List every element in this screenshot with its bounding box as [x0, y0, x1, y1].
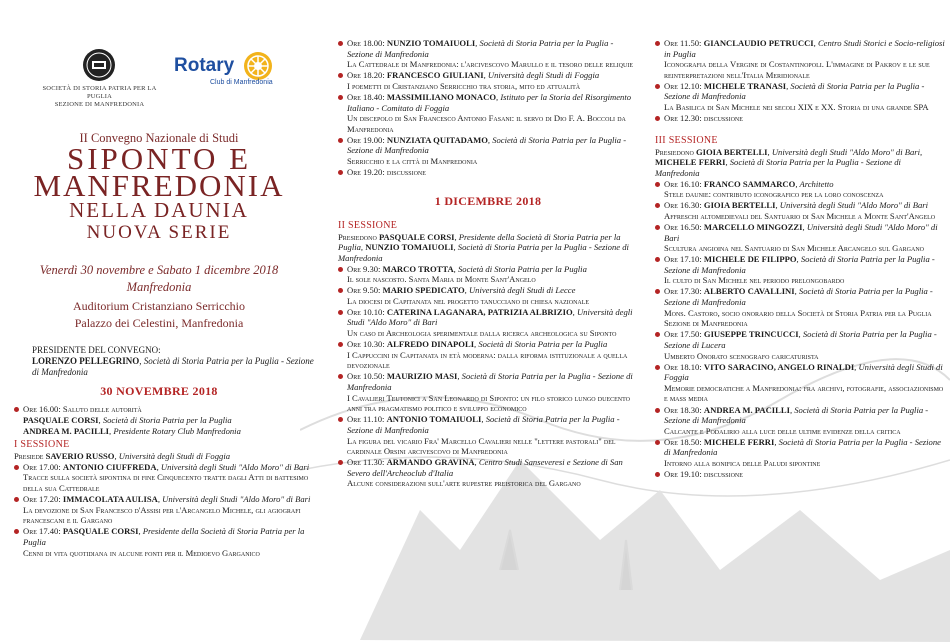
program-entry: Ore 17.40: PASQUALE CORSI, Presidente della Società di Storia Patria per la Puglia Cenni di vita quotidiana in alcune fonti per il Medioevo Garganico [14, 526, 312, 558]
venue: Auditorium Cristanziano Serricchio Palazzo dei Celestini, Manfredonia [73, 299, 245, 330]
program-entry: Ore 18.30: ANDREA M. PACILLI, Società di Storia Patria per la Puglia - Sezione di Manfredonia Calcante e Podalirio alla luce delle ultime evidenze della critica [655, 405, 945, 437]
program-entry: Ore 10.10: CATERINA LAGANARA, PATRIZIA ALBRIZIO, Università degli Studi "Aldo Moro" di Bari Un caso di Archeologia sperimentale dalla ricerca archeologica su Siponto [338, 307, 638, 339]
program-entry: Ore 16.10: FRANCO SAMMARCO, Architetto Stele daunie: contributo iconografico per la loro conoscenza [655, 179, 945, 200]
logos [32, 48, 282, 108]
bullet-icon [338, 41, 343, 46]
bullet-icon [655, 116, 660, 121]
program-entry: Ore 17.10: MICHELE DE FILIPPO, Società di Storia Patria per la Puglia - Sezione di Manfredonia Il culto di San Michele nel periodo prelongobardo [655, 254, 945, 286]
convegno-label: II Convegno Nazionale di Studi [79, 131, 239, 145]
bullet-icon [14, 497, 19, 502]
title-line-3: NELLA DAUNIA [69, 198, 249, 222]
program-entry: Ore 9.50: MARIO SPEDICATO, Università degli Studi di Lecce La diocesi di Capitanata nel progetto tanucciano di chiesa nazionale [338, 285, 638, 306]
program-entry: Ore 16.00: Saluto delle autorità [14, 404, 312, 415]
program-entry: Ore 18.20: FRANCESCO GIULIANI, Università degli Studi di Foggia I poemetti di Cristanziano Serricchio tra storia, mito ed attualità [338, 70, 638, 91]
program-entry: Ore 17.00: ANTONIO CIUFFREDA, Università degli Studi "Aldo Moro" di Bari Tracce sulla società sipontina di fine Cinquecento tratte dagli Atti di battesimo della sua Cattedrale [14, 462, 312, 494]
program-entry: Ore 19.20: discussione [338, 167, 638, 178]
bullet-icon [14, 465, 19, 470]
bullet-icon [338, 417, 343, 422]
bullet-icon [655, 41, 660, 46]
bullet-icon [655, 472, 660, 477]
opening-line: PASQUALE CORSI, Società di Storia Patria per la Puglia [23, 415, 232, 426]
bullet-icon [655, 332, 660, 337]
rotary-wheel-icon [242, 50, 274, 82]
bullet-icon [655, 225, 660, 230]
program-entry: Ore 17.50: GIUSEPPE TRINCUCCI, Società di Storia Patria per la Puglia - Sezione di Lucera Umberto Onorato scenografo caricaturista [655, 329, 945, 361]
program-entry: Ore 11.30: ARMANDO GRAVINA, Centro Studi Sanseveresi e Sezione di San Severo dell'Archeoclub d'Italia Alcune considerazioni sull'arte rupestre preistorica del Gargano [338, 457, 638, 489]
event-dates: Venerdì 30 novembre e Sabato 1 dicembre 2018 Manfredonia [39, 263, 279, 294]
bullet-icon [655, 408, 660, 413]
program-entry: Ore 11.50: GIANCLAUDIO PETRUCCI, Centro Studi Storici e Socio-religiosi in Puglia Iconografia della Vergine di Costantinopoli. L'immagine di Pakrov e le sue reinterpretazioni nell'Italia Meridionale [655, 38, 945, 80]
program-entry: Ore 19.10: discussione [655, 469, 945, 480]
bullet-icon [338, 267, 343, 272]
day1-title: 30 NOVEMBRE 2018 [100, 384, 218, 398]
bullet-icon [338, 288, 343, 293]
title-line-1: SIPONTO E [66, 141, 252, 176]
opening-line: ANDREA M. PACILLI, Presidente Rotary Club Manfredonia [23, 425, 241, 436]
title-line-4: NUOVA SERIE [86, 222, 232, 243]
title-line-2: MANFREDONIA [33, 168, 285, 203]
rotary-logo-text: Rotary [174, 55, 235, 76]
session-title: III SESSIONE [655, 134, 718, 146]
bullet-icon [655, 289, 660, 294]
program-entry: Ore 18.00: NUNZIO TOMAIUOLI, Società di Storia Patria per la Puglia - Sezione di Manfredonia La Cattedrale di Manfredonia: l'arcivescovo Marullo e il tesoro delle reliquie [338, 38, 638, 70]
bullet-icon [14, 529, 19, 534]
program-entry: Ore 16.30: GIOIA BERTELLI, Università degli Studi "Aldo Moro" di Bari Affreschi altomedievali del Santuario di San Michele a Monte Sant'Angelo [655, 200, 945, 221]
bullet-icon [655, 84, 660, 89]
program-entry: Ore 19.00: NUNZIATA QUITADAMO, Società di Storia Patria per la Puglia - Sezione di Manfredonia Serricchio e la città di Manfredonia [338, 135, 638, 167]
program-entry: Ore 16.50: MARCELLO MINGOZZI, Università degli Studi "Aldo Moro" di Bari Scultura angioina nel Santuario di San Michele Arcangelo sul Gargano [655, 222, 945, 254]
session-title: I SESSIONE [14, 439, 70, 451]
program-entry: Ore 10.50: MAURIZIO MASI, Società di Storia Patria per la Puglia - Sezione di Manfredonia I Cavalieri Teutonici a San Leonardo di Siponto: un filo storico lungo duecento anni tra pragmatismo politico e sviluppo economico [338, 371, 638, 413]
bullet-icon [338, 460, 343, 465]
right-column [655, 38, 945, 480]
session-title: II SESSIONE [338, 219, 398, 231]
bullet-icon [338, 310, 343, 315]
day2-title: 1 DICEMBRE 2018 [434, 193, 542, 208]
bullet-icon [338, 73, 343, 78]
program-entry: Ore 18.50: MICHELE FERRI, Società di Storia Patria per la Puglia - Sezione di Manfredonia Intorno alla bonifica delle Paludi sipontine [655, 437, 945, 469]
program-entry: Ore 12.30: discussione [655, 113, 945, 124]
bullet-icon [655, 365, 660, 370]
bullet-icon [655, 203, 660, 208]
bullet-icon [338, 138, 343, 143]
session-chair: Presiedono PASQUALE CORSI, Presidente della Società di Storia Patria per la Puglia, NUNZIO TOMAIUOLI, Società di Storia Patria per la Puglia - Sezione di Manfredonia [338, 231, 629, 263]
bullet-icon [655, 257, 660, 262]
bullet-icon [655, 182, 660, 187]
session-chair: Presiede SAVERIO RUSSO, Università degli Studi di Foggia [14, 451, 230, 462]
day1-program [14, 384, 312, 559]
society-name: SOCIETÀ DI STORIA PATRIA PER LA PUGLIA SEZIONE DI MANFREDONIA [42, 85, 157, 108]
session-chair: Presiedono GIOIA BERTELLI, Università degli Studi "Aldo Moro" di Bari, MICHELE FERRI, Società di Storia Patria per la Puglia - Sezione di Manfredonia [655, 146, 923, 178]
bullet-icon [655, 440, 660, 445]
program-entry: Ore 17.20: IMMACOLATA AULISA, Università degli Studi "Aldo Moro" di Bari La devozione di San Francesco d'Assisi per l'Arcangelo Michele, gli agiografi francescani e il Gargano [14, 494, 312, 526]
rotary-club-name: Club di Manfredonia [210, 79, 273, 86]
program-entry: Ore 10.30: ALFREDO DINAPOLI, Società di Storia Patria per la Puglia I Cappuccini in Capitanata in età moderna: dalla riforma istituzionale a quella devozionale [338, 339, 638, 371]
program-entry: Ore 18.40: MASSIMILIANO MONACO, Istituto per la Storia del Risorgimento Italiano - Comitato di Foggia Un discepolo di San Francesco Antonio Fasani: il servo di Dio F. A. Boccoli da Manfredonia [338, 92, 638, 134]
program-entry: Ore 9.30: MARCO TROTTA, Società di Storia Patria per la Puglia Il sole nascosto. Santa Maria di Monte Sant'Angelo [338, 264, 638, 285]
bullet-icon [338, 170, 343, 175]
program-entry: Ore 12.10: MICHELE TRANASI, Società di Storia Patria per la Puglia - Sezione di Manfredonia La Basilica di San Michele nei secoli XIX e XX. Storia di una grande SPA [655, 81, 945, 113]
bullet-icon [338, 374, 343, 379]
program-entry: Ore 17.30: ALBERTO CAVALLINI, Società di Storia Patria per la Puglia - Sezione di Manfredonia Mons. Castoro, socio onorario della Società di Storia Patria per la Puglia Sezione di Manfredonia [655, 286, 945, 328]
society-seal-icon [82, 48, 116, 82]
bullet-icon [338, 342, 343, 347]
bullet-icon [14, 407, 19, 412]
middle-column [338, 38, 638, 489]
program-entry: Ore 11.10: ANTONIO TOMAIUOLI, Società di Storia Patria per la Puglia - Sezione di Manfredonia La figura del vicario Fra' Marcello Cavalieri nelle "lettere pastorali" del cardinale Orsini arcivescovo di Manfredonia [338, 414, 638, 456]
program-entry: Ore 18.10: VITO SARACINO, ANGELO RINALDI, Università degli Studi di Foggia Memorie democratiche a Manfredonia: fra archivi, fotografie, associazionismo e mass media [655, 362, 945, 404]
convegno-president: PRESIDENTE DEL CONVEGNO: LORENZO PELLEGRINO, Società di Storia Patria per la Puglia - Sezione di Manfredonia [32, 345, 314, 377]
bullet-icon [338, 95, 343, 100]
